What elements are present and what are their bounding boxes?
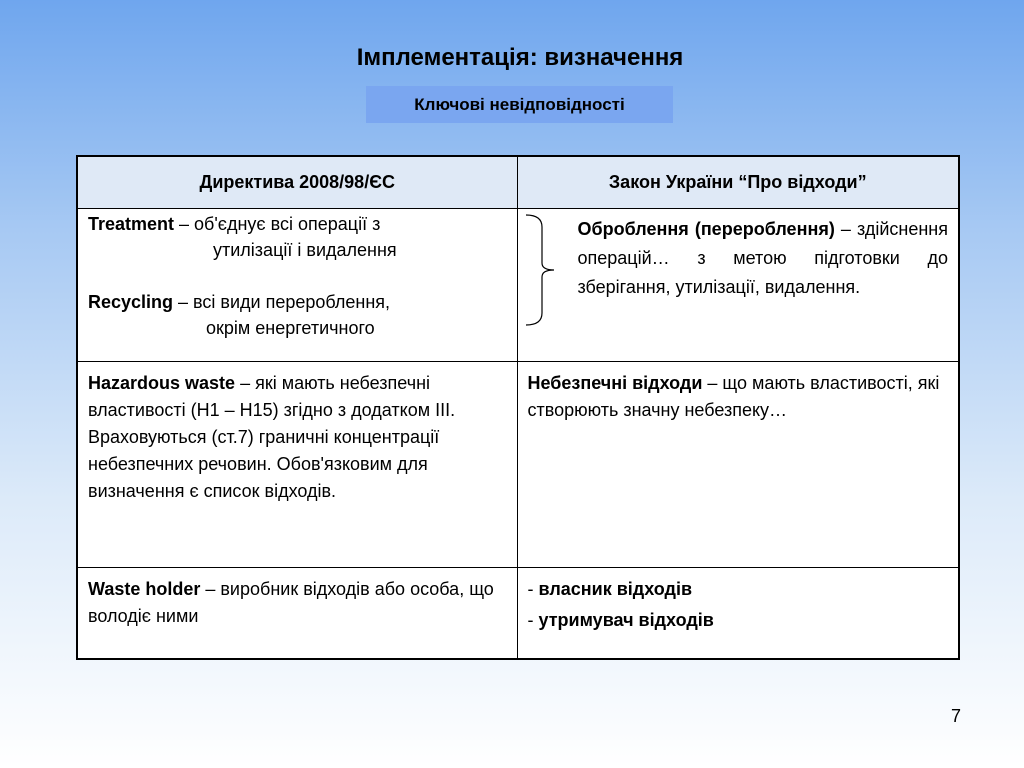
hazardous-waste-definition: – які мають небезпечні властивості (Н1 – Н15) згідно з додатком III. Враховуються (ст.7) граничні концентрації небезпечних речовин. Обов'язковим для визначення є список відходів. xyxy=(88,373,456,501)
list-item: - утримувач відходів xyxy=(527,610,714,630)
page-number: 7 xyxy=(951,706,962,726)
utrymuvach-vidkhodiv: утримувач відходів xyxy=(538,610,714,630)
recycling-definition-2: окрім енергетичного xyxy=(206,318,375,338)
cell-holder-directive xyxy=(77,568,517,660)
curly-brace-icon xyxy=(524,213,556,327)
vlasnyk-vidkhodiv: власник відходів xyxy=(538,579,693,599)
cell-hazardous-ukraine xyxy=(517,362,959,568)
cell-treatment-directive xyxy=(77,209,517,362)
waste-holder-definition: – виробник відходів або особа, що володіє ними xyxy=(88,579,494,626)
table-row-holder xyxy=(77,568,959,660)
recycling-definition-1: – всі види перероблення, xyxy=(173,292,391,312)
slide-title: Імплементація: визначення xyxy=(356,44,684,71)
oброблення-definition: – здійснення операцій… з метою підготовки до зберігання, утилізації, видалення. xyxy=(577,219,948,297)
subtitle-box xyxy=(366,86,673,123)
treatment-definition-2: утилізації і видалення xyxy=(213,240,397,260)
cell-treatment-ukraine xyxy=(517,209,959,362)
treatment-definition-1: – об'єднує всі операції з xyxy=(174,214,381,234)
list-item: - власник відходів xyxy=(527,579,693,599)
header-ukraine-law: Закон України “Про відходи” xyxy=(517,156,959,209)
subtitle-label: Ключові невідповідності xyxy=(414,94,625,114)
comparison-table xyxy=(76,155,960,660)
table-row-treatment xyxy=(77,209,959,362)
header-directive: Директива 2008/98/ЄС xyxy=(77,156,517,209)
treatment-term: Treatment xyxy=(88,214,175,234)
table-header-row xyxy=(77,156,959,209)
nebezpechni-vidkhody-definition: – що мають властивості, які створюють значну небезпеку… xyxy=(527,373,940,420)
waste-holder-term: Waste holder xyxy=(88,579,201,599)
cell-hazardous-directive xyxy=(77,362,517,568)
oброблення-term: Оброблення (перероблення) xyxy=(577,219,835,239)
cell-holder-ukraine xyxy=(517,568,959,660)
nebezpechni-vidkhody-term: Небезпечні відходи xyxy=(527,373,703,393)
table-row-hazardous xyxy=(77,362,959,568)
hazardous-waste-term: Hazardous waste xyxy=(88,373,236,393)
recycling-term: Recycling xyxy=(88,292,174,312)
